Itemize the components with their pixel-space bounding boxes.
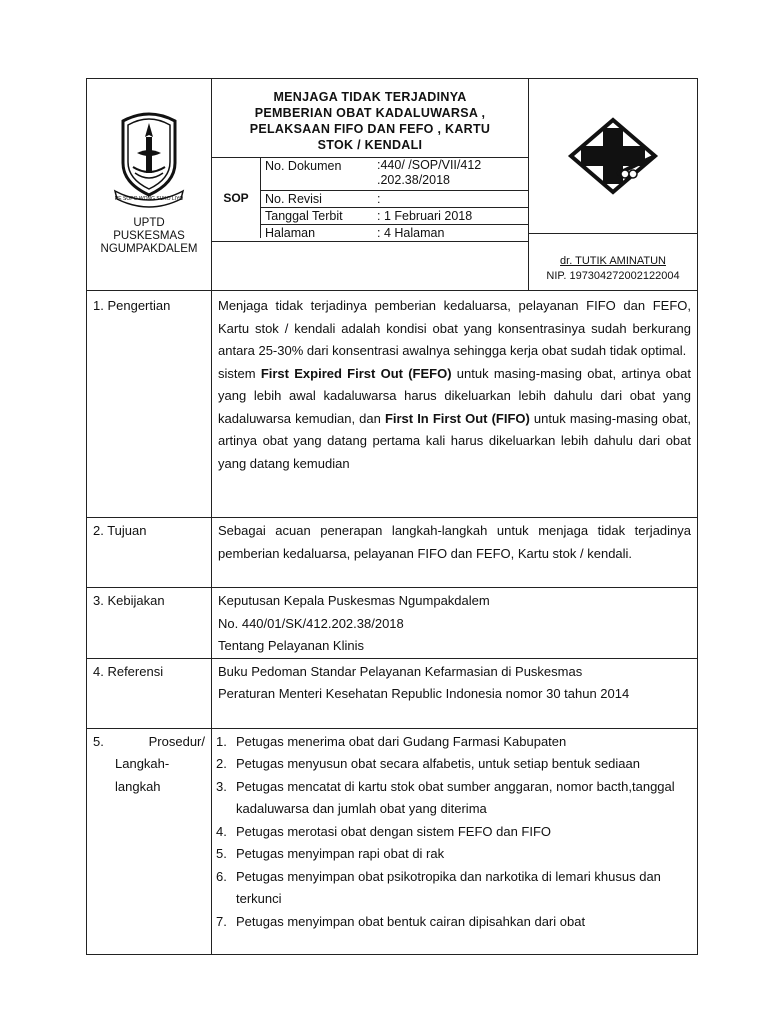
sop-document	[86, 78, 697, 955]
prosedur-langkah: Langkah-	[115, 756, 170, 771]
logo-signature-cell	[529, 79, 698, 291]
meta-label: No. Revisi	[265, 192, 322, 206]
list-item: 7. Petugas menyimpan obat bentuk cairan dipisahkan dari obat	[216, 911, 691, 934]
sop-label: SOP	[212, 158, 261, 238]
label-tujuan: 2. Tujuan	[87, 518, 212, 588]
label-prosedur	[87, 728, 212, 954]
referensi-line-1: Buku Pedoman Standar Pelayanan Kefarmasian di Puskesmas	[218, 663, 583, 679]
content-referensi	[212, 658, 698, 728]
document-title	[212, 79, 528, 157]
step-text: Petugas menerima obat dari Gudang Farmasi Kabupaten	[236, 733, 567, 749]
meta-row-halaman	[261, 225, 528, 241]
row-referensi	[87, 658, 698, 728]
meta-label: Tanggal Terbit	[265, 209, 343, 223]
text-fefo-desc: untuk masing-masing obat, artinya obat yang lebih awal kadaluwarsa harus dikeluarkan lebih dahulu dari obat yang kadaluwarsa kemudian, dan	[218, 365, 691, 426]
regency-crest-icon	[109, 101, 189, 209]
list-item: 1. Petugas menerima obat dari Gudang Farmasi Kabupaten	[216, 731, 691, 754]
row-prosedur	[87, 728, 698, 954]
signer-nip: NIP. 197304272002122004	[546, 270, 680, 282]
kebijakan-line-2: No. 440/01/SK/412.202.38/2018	[218, 615, 404, 631]
list-item: 3. Petugas mencatat di kartu stok obat sumber anggaran, nomor bacth,tanggal kadaluwarsa dan jumlah obat yang diterima	[216, 776, 691, 821]
step-text: Petugas menyimpan rapi obat di rak	[236, 846, 445, 861]
text-fifo-desc: untuk masing-masing obat, artinya obat yang datang pertama kali harus dikeluarkan lebih dahulu dari obat yang datang kemudian	[218, 410, 691, 471]
step-text: Petugas menyusun obat secara alfabetis, untuk setiap bentuk sediaan	[236, 756, 640, 771]
puskesmas-logo	[529, 79, 697, 233]
label-kebijakan: 3. Kebijakan	[87, 588, 212, 659]
step-text: Petugas menyimpan obat bentuk cairan dipisahkan dari obat	[236, 913, 586, 929]
title-line-1: MENJAGA TIDAK TERJADINYA	[273, 90, 467, 104]
prosedur-number: 5.	[93, 733, 104, 749]
step-text: Petugas merotasi obat dengan sistem FEFO dan FIFO	[236, 823, 552, 839]
prosedur-langkah-2: langkah	[115, 778, 161, 794]
regency-logo	[87, 79, 211, 209]
step-text: Petugas menyimpan obat psikotropika dan narkotika di lemari khusus dan terkunci	[236, 868, 661, 906]
logo-motto: RE SOPO WONG SUKO LIYO	[114, 196, 184, 202]
meta-label: No. Dokumen	[265, 159, 342, 173]
kebijakan-line-3: Tentang Pelayanan Klinis	[218, 638, 364, 653]
meta-label: Halaman	[265, 226, 316, 240]
referensi-line-2: Peraturan Menteri Kesehatan Republic Indonesia nomor 30 tahun 2014	[218, 686, 630, 701]
org-line-2: PUSKESMAS	[113, 230, 185, 242]
label-referensi: 4. Referensi	[87, 658, 212, 728]
health-cross-icon	[567, 116, 659, 196]
pengertian-fefo	[218, 363, 691, 476]
org-line-3: NGUMPAKDALEM	[100, 243, 198, 255]
title-line-3: PELAKSAAN FIFO DAN FEFO , KARTU	[249, 122, 491, 136]
title-line-2: PEMBERIAN OBAT KADALUWARSA ,	[254, 106, 486, 120]
meta-value: :	[377, 192, 381, 206]
content-kebijakan	[212, 588, 698, 659]
signature-block	[529, 233, 697, 285]
meta-row-revisi	[261, 191, 528, 208]
list-item: 6. Petugas menyimpan obat psikotropika dan narkotika di lemari khusus dan terkunci	[216, 866, 691, 911]
kebijakan-line-1: Keputusan Kepala Puskesmas Ngumpakdalem	[218, 593, 490, 608]
label-pengertian: 1. Pengertian	[87, 291, 212, 518]
content-prosedur	[212, 728, 698, 954]
meta-row-dokumen	[261, 158, 528, 191]
pengertian-definition: Menjaga tidak terjadinya pemberian kedaluarsa, pelayanan FIFO dan FEFO, Kartu stok / kendali adalah kondisi obat yang konsentrasinya sudah berkurang antara 25-30% dari konsentrasi awalnya sehingga kerja obat sudah tidak optimal.	[218, 298, 691, 358]
text-sistem: sistem	[218, 365, 261, 381]
signer-name: dr. TUTIK AMINATUN	[560, 255, 666, 267]
prosedur-steps	[216, 731, 691, 934]
meta-block	[212, 157, 528, 241]
meta-spacer	[212, 241, 528, 290]
title-line-4: STOK / KENDALI	[317, 138, 423, 152]
term-fefo: First Expired First Out (FEFO)	[260, 365, 452, 381]
row-kebijakan	[87, 588, 698, 659]
step-text: Petugas mencatat di kartu stok obat sumber anggaran, nomor bacth,tanggal kadaluwarsa dan jumlah obat yang diterima	[236, 778, 675, 816]
row-tujuan	[87, 518, 698, 588]
content-pengertian	[212, 291, 698, 518]
title-cell	[212, 79, 529, 291]
meta-value: : 1 Februari 2018	[377, 209, 473, 223]
list-item: 2. Petugas menyusun obat secara alfabetis, untuk setiap bentuk sediaan	[216, 753, 691, 776]
list-item: 4. Petugas merotasi obat dengan sistem FEFO dan FIFO	[216, 821, 691, 844]
meta-value: : 4 Halaman	[377, 226, 445, 240]
org-line-1: UPTD	[133, 217, 165, 229]
list-item: 5. Petugas menyimpan rapi obat di rak	[216, 843, 691, 866]
meta-row-tanggal	[261, 208, 528, 225]
sop-table	[86, 78, 698, 955]
content-tujuan: Sebagai acuan penerapan langkah-langkah untuk menjaga tidak terjadinya pemberian kedaluarsa, pelayanan FIFO dan FEFO, Kartu stok / kendali.	[212, 518, 698, 588]
header-row	[87, 79, 698, 291]
org-cell	[87, 79, 212, 291]
prosedur-word: Prosedur/	[148, 733, 205, 749]
meta-value: :440/ /SOP/VII/412 .202.38/2018	[377, 158, 482, 187]
term-fifo: First In First Out (FIFO)	[384, 410, 530, 426]
row-pengertian	[87, 291, 698, 518]
